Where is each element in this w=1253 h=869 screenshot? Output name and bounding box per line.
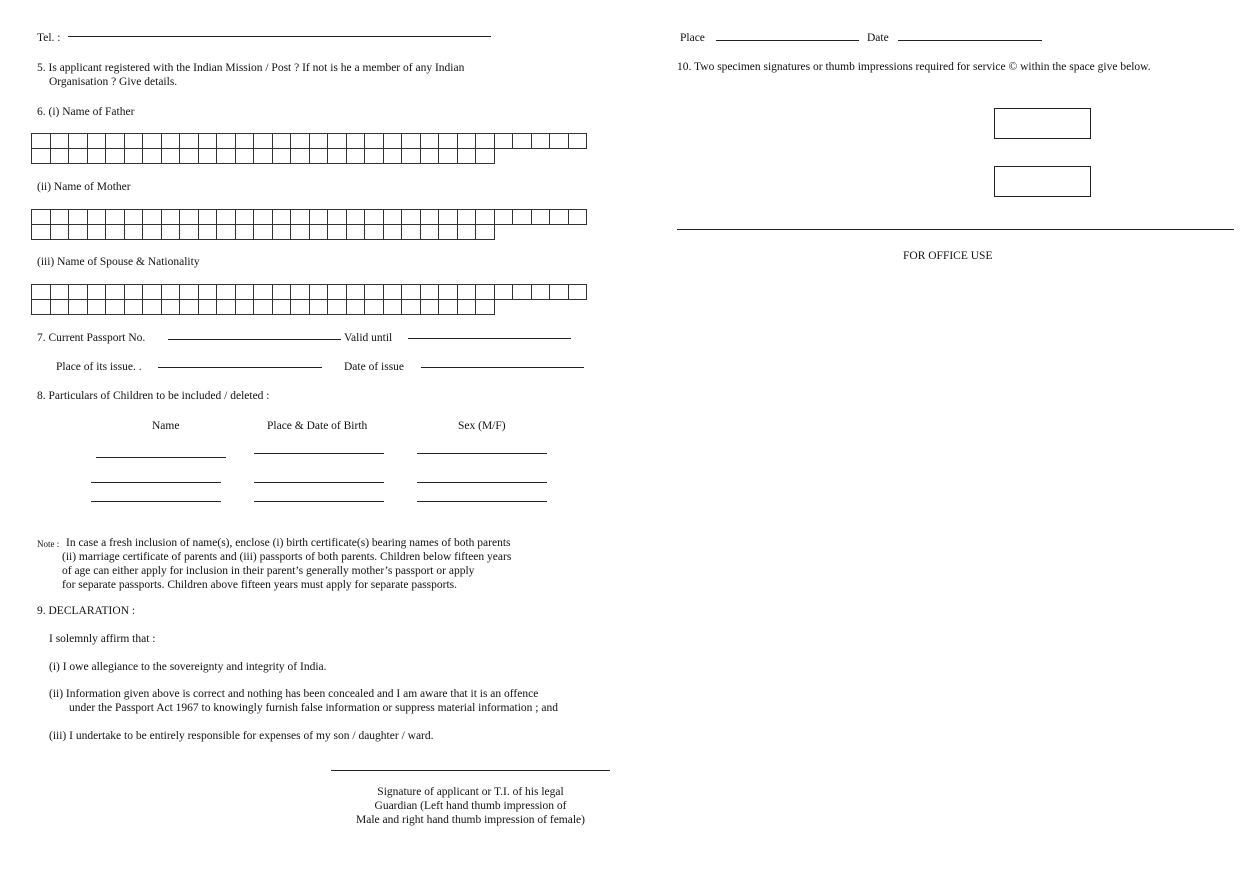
char-box[interactable] bbox=[50, 149, 69, 164]
char-box[interactable] bbox=[439, 285, 458, 300]
char-box[interactable] bbox=[124, 149, 143, 164]
specimen-signature-instruction: 10. Two specimen signatures or thumb impressions required for service © within the space give below. bbox=[677, 61, 1151, 73]
char-box[interactable] bbox=[346, 285, 365, 300]
char-box[interactable] bbox=[180, 225, 199, 240]
char-box[interactable] bbox=[87, 134, 106, 149]
q5-text: 5. Is applicant registered with the Indian Mission / Post ? If not is he a member of any Indian bbox=[37, 62, 465, 74]
char-box[interactable] bbox=[87, 149, 106, 164]
char-box[interactable] bbox=[198, 149, 217, 164]
char-box[interactable] bbox=[309, 285, 328, 300]
char-box[interactable] bbox=[291, 285, 310, 300]
char-box[interactable] bbox=[457, 134, 476, 149]
char-box[interactable] bbox=[235, 134, 254, 149]
specimen-signature-box-2[interactable] bbox=[994, 166, 1091, 197]
char-box[interactable] bbox=[124, 210, 143, 225]
char-box[interactable] bbox=[254, 285, 273, 300]
char-box[interactable] bbox=[309, 210, 328, 225]
char-box[interactable] bbox=[291, 225, 310, 240]
empty-cell bbox=[550, 149, 569, 164]
char-box-row bbox=[32, 300, 587, 315]
char-box[interactable] bbox=[124, 134, 143, 149]
char-box[interactable] bbox=[106, 285, 125, 300]
char-box[interactable] bbox=[32, 285, 51, 300]
tel-input-line[interactable] bbox=[68, 36, 491, 37]
char-box[interactable] bbox=[198, 210, 217, 225]
char-box[interactable] bbox=[32, 149, 51, 164]
char-box[interactable] bbox=[180, 300, 199, 315]
char-box[interactable] bbox=[402, 134, 421, 149]
char-box[interactable] bbox=[235, 225, 254, 240]
char-box[interactable] bbox=[439, 134, 458, 149]
char-box[interactable] bbox=[272, 210, 291, 225]
char-box[interactable] bbox=[217, 149, 236, 164]
char-box[interactable] bbox=[143, 134, 162, 149]
char-box[interactable] bbox=[420, 210, 439, 225]
char-box-row bbox=[32, 285, 587, 300]
char-box[interactable] bbox=[328, 210, 347, 225]
passport-no-line[interactable] bbox=[168, 339, 341, 340]
char-box[interactable] bbox=[180, 149, 199, 164]
char-box[interactable] bbox=[365, 225, 384, 240]
char-box[interactable] bbox=[143, 285, 162, 300]
specimen-signature-box-1[interactable] bbox=[994, 108, 1091, 139]
char-box-row bbox=[32, 134, 587, 149]
place-of-issue-label: Place of its issue. . bbox=[56, 361, 142, 373]
char-box[interactable] bbox=[365, 134, 384, 149]
char-box[interactable] bbox=[106, 225, 125, 240]
char-box[interactable] bbox=[291, 300, 310, 315]
char-box[interactable] bbox=[346, 134, 365, 149]
char-box[interactable] bbox=[328, 225, 347, 240]
declaration-ii: (ii) Information given above is correct and nothing has been concealed and I am aware that it is an offence bbox=[49, 688, 539, 700]
char-box[interactable] bbox=[50, 134, 69, 149]
char-box[interactable] bbox=[198, 285, 217, 300]
tel-label: Tel. : bbox=[37, 32, 61, 44]
char-box[interactable] bbox=[457, 149, 476, 164]
char-box[interactable] bbox=[550, 134, 569, 149]
mother-name-label: (ii) Name of Mother bbox=[37, 181, 131, 193]
char-box[interactable] bbox=[513, 134, 532, 149]
char-box[interactable] bbox=[124, 225, 143, 240]
valid-until-label: Valid until bbox=[344, 332, 393, 344]
child3-sex-line[interactable] bbox=[417, 501, 547, 502]
char-box[interactable] bbox=[494, 210, 513, 225]
char-box[interactable] bbox=[550, 210, 569, 225]
char-box[interactable] bbox=[402, 225, 421, 240]
child2-sex-line[interactable] bbox=[417, 482, 547, 483]
char-box[interactable] bbox=[457, 300, 476, 315]
char-box[interactable] bbox=[50, 210, 69, 225]
char-box[interactable] bbox=[235, 300, 254, 315]
char-box[interactable] bbox=[476, 134, 495, 149]
char-box[interactable] bbox=[291, 149, 310, 164]
char-box[interactable] bbox=[420, 149, 439, 164]
char-box[interactable] bbox=[198, 300, 217, 315]
char-box[interactable] bbox=[198, 134, 217, 149]
char-box[interactable] bbox=[309, 134, 328, 149]
passport-no-label: 7. Current Passport No. bbox=[37, 332, 146, 344]
char-box[interactable] bbox=[272, 285, 291, 300]
empty-cell bbox=[531, 300, 550, 315]
char-box[interactable] bbox=[161, 210, 180, 225]
char-box[interactable] bbox=[383, 300, 402, 315]
char-box[interactable] bbox=[531, 134, 550, 149]
col-place-dob-header: Place & Date of Birth bbox=[267, 420, 368, 432]
char-box[interactable] bbox=[383, 210, 402, 225]
char-box[interactable] bbox=[143, 300, 162, 315]
char-box[interactable] bbox=[365, 149, 384, 164]
char-box[interactable] bbox=[217, 134, 236, 149]
char-box[interactable] bbox=[291, 210, 310, 225]
char-box[interactable] bbox=[439, 210, 458, 225]
char-box-row bbox=[32, 149, 587, 164]
char-box[interactable] bbox=[420, 285, 439, 300]
char-box[interactable] bbox=[457, 285, 476, 300]
char-box[interactable] bbox=[365, 285, 384, 300]
empty-cell bbox=[531, 225, 550, 240]
char-box[interactable] bbox=[161, 300, 180, 315]
char-box[interactable] bbox=[124, 300, 143, 315]
char-box[interactable] bbox=[513, 285, 532, 300]
char-box[interactable] bbox=[124, 285, 143, 300]
col-sex-header: Sex (M/F) bbox=[458, 420, 506, 432]
empty-cell bbox=[513, 149, 532, 164]
char-box[interactable] bbox=[420, 300, 439, 315]
char-box[interactable] bbox=[476, 285, 495, 300]
char-box[interactable] bbox=[143, 149, 162, 164]
child2-name-line[interactable] bbox=[91, 482, 221, 483]
char-box[interactable] bbox=[402, 149, 421, 164]
place-line[interactable] bbox=[716, 40, 859, 41]
char-box[interactable] bbox=[272, 300, 291, 315]
empty-cell bbox=[568, 225, 587, 240]
char-box-row bbox=[32, 210, 587, 225]
char-box[interactable] bbox=[217, 300, 236, 315]
char-box[interactable] bbox=[346, 300, 365, 315]
char-box[interactable] bbox=[420, 225, 439, 240]
child1-dob-line[interactable] bbox=[254, 453, 384, 454]
father-name-grid[interactable] bbox=[31, 133, 587, 164]
char-box[interactable] bbox=[180, 285, 199, 300]
place-of-issue-line[interactable] bbox=[158, 367, 322, 368]
char-box[interactable] bbox=[513, 210, 532, 225]
char-box[interactable] bbox=[457, 225, 476, 240]
note-label: Note : bbox=[37, 539, 60, 549]
char-box[interactable] bbox=[50, 300, 69, 315]
empty-cell bbox=[550, 225, 569, 240]
char-box[interactable] bbox=[254, 210, 273, 225]
date-of-issue-line[interactable] bbox=[421, 367, 584, 368]
char-box[interactable] bbox=[568, 285, 587, 300]
q5-text-cont: Organisation ? Give details. bbox=[49, 76, 178, 88]
empty-cell bbox=[513, 300, 532, 315]
char-box[interactable] bbox=[531, 285, 550, 300]
col-name-header: Name bbox=[152, 420, 180, 432]
char-box[interactable] bbox=[143, 210, 162, 225]
char-box[interactable] bbox=[235, 285, 254, 300]
empty-cell bbox=[494, 300, 513, 315]
char-box[interactable] bbox=[346, 149, 365, 164]
char-box[interactable] bbox=[550, 285, 569, 300]
char-box[interactable] bbox=[69, 149, 88, 164]
char-box[interactable] bbox=[383, 285, 402, 300]
char-box[interactable] bbox=[217, 210, 236, 225]
child3-dob-line[interactable] bbox=[254, 501, 384, 502]
char-box[interactable] bbox=[106, 134, 125, 149]
char-box[interactable] bbox=[69, 210, 88, 225]
char-box[interactable] bbox=[309, 149, 328, 164]
child2-dob-line[interactable] bbox=[254, 482, 384, 483]
char-box[interactable] bbox=[309, 225, 328, 240]
declaration-ii-cont: under the Passport Act 1967 to knowingly furnish false information or suppress material information ; and bbox=[69, 702, 558, 714]
signature-caption-line-1: Signature of applicant or T.I. of his legal bbox=[377, 786, 564, 798]
note-line-2: (ii) marriage certificate of parents and (iii) passports of both parents. Children below fifteen years bbox=[62, 551, 512, 563]
char-box[interactable] bbox=[328, 300, 347, 315]
char-box[interactable] bbox=[476, 225, 495, 240]
child1-sex-line[interactable] bbox=[417, 453, 547, 454]
char-box[interactable] bbox=[402, 285, 421, 300]
char-box[interactable] bbox=[383, 134, 402, 149]
char-box[interactable] bbox=[69, 134, 88, 149]
char-box[interactable] bbox=[69, 300, 88, 315]
char-box[interactable] bbox=[494, 285, 513, 300]
empty-cell bbox=[513, 225, 532, 240]
char-box[interactable] bbox=[106, 149, 125, 164]
date-label: Date bbox=[867, 32, 889, 44]
empty-cell bbox=[531, 149, 550, 164]
char-box[interactable] bbox=[568, 210, 587, 225]
char-box[interactable] bbox=[254, 300, 273, 315]
char-box[interactable] bbox=[494, 134, 513, 149]
char-box[interactable] bbox=[346, 210, 365, 225]
char-box[interactable] bbox=[87, 285, 106, 300]
note-line-1: In case a fresh inclusion of name(s), enclose (i) birth certificate(s) bearing names of both parents bbox=[66, 537, 511, 549]
char-box[interactable] bbox=[531, 210, 550, 225]
child1-name-line[interactable] bbox=[96, 457, 226, 458]
char-box[interactable] bbox=[254, 134, 273, 149]
char-box[interactable] bbox=[383, 225, 402, 240]
char-box[interactable] bbox=[365, 210, 384, 225]
note-line-3: of age can either apply for inclusion in their parent’s generally mother’s passport or apply bbox=[62, 565, 475, 577]
char-box[interactable] bbox=[439, 149, 458, 164]
char-box[interactable] bbox=[217, 225, 236, 240]
char-box[interactable] bbox=[180, 210, 199, 225]
char-box[interactable] bbox=[32, 225, 51, 240]
char-box[interactable] bbox=[87, 225, 106, 240]
char-box[interactable] bbox=[365, 300, 384, 315]
valid-until-line[interactable] bbox=[408, 338, 571, 339]
char-box[interactable] bbox=[87, 300, 106, 315]
empty-cell bbox=[494, 149, 513, 164]
father-name-label: 6. (i) Name of Father bbox=[37, 106, 135, 118]
char-box[interactable] bbox=[161, 225, 180, 240]
note-line-4: for separate passports. Children above fifteen years must apply for separate passports. bbox=[62, 579, 458, 591]
char-box[interactable] bbox=[217, 285, 236, 300]
char-box[interactable] bbox=[50, 225, 69, 240]
char-box[interactable] bbox=[568, 134, 587, 149]
char-box[interactable] bbox=[328, 149, 347, 164]
office-use-divider bbox=[677, 229, 1234, 230]
declaration-iii: (iii) I undertake to be entirely responsible for expenses of my son / daughter / ward. bbox=[49, 730, 434, 742]
office-use-heading: FOR OFFICE USE bbox=[903, 250, 993, 262]
char-box[interactable] bbox=[272, 134, 291, 149]
char-box[interactable] bbox=[180, 134, 199, 149]
char-box[interactable] bbox=[254, 225, 273, 240]
place-label: Place bbox=[680, 32, 705, 44]
char-box[interactable] bbox=[87, 210, 106, 225]
date-line[interactable] bbox=[898, 40, 1042, 41]
char-box-row bbox=[32, 225, 587, 240]
char-box[interactable] bbox=[272, 225, 291, 240]
char-box[interactable] bbox=[309, 300, 328, 315]
char-box[interactable] bbox=[439, 300, 458, 315]
applicant-signature-line[interactable] bbox=[331, 770, 610, 771]
date-of-issue-label: Date of issue bbox=[344, 361, 405, 373]
char-box[interactable] bbox=[161, 149, 180, 164]
char-box[interactable] bbox=[254, 149, 273, 164]
signature-caption bbox=[331, 785, 610, 827]
char-box[interactable] bbox=[328, 285, 347, 300]
declaration-i: (i) I owe allegiance to the sovereignty and integrity of India. bbox=[49, 661, 327, 673]
char-box[interactable] bbox=[161, 285, 180, 300]
mother-name-grid[interactable] bbox=[31, 209, 587, 240]
signature-caption-line-2: Guardian (Left hand thumb impression of bbox=[374, 800, 567, 812]
char-box[interactable] bbox=[383, 149, 402, 164]
char-box[interactable] bbox=[420, 134, 439, 149]
empty-cell bbox=[494, 225, 513, 240]
empty-cell bbox=[550, 300, 569, 315]
char-box[interactable] bbox=[291, 134, 310, 149]
char-box[interactable] bbox=[346, 225, 365, 240]
char-box[interactable] bbox=[32, 300, 51, 315]
char-box[interactable] bbox=[50, 285, 69, 300]
char-box[interactable] bbox=[32, 134, 51, 149]
children-heading: 8. Particulars of Children to be included / deleted : bbox=[37, 390, 270, 402]
affirm-text: I solemnly affirm that : bbox=[49, 633, 156, 645]
char-box[interactable] bbox=[439, 225, 458, 240]
char-box[interactable] bbox=[69, 225, 88, 240]
char-box[interactable] bbox=[143, 225, 162, 240]
char-box[interactable] bbox=[198, 225, 217, 240]
child3-name-line[interactable] bbox=[91, 501, 221, 502]
signature-caption-line-3: Male and right hand thumb impression of female) bbox=[356, 814, 585, 826]
char-box[interactable] bbox=[476, 300, 495, 315]
declaration-heading: 9. DECLARATION : bbox=[37, 605, 136, 617]
char-box[interactable] bbox=[235, 149, 254, 164]
char-box[interactable] bbox=[235, 210, 254, 225]
char-box[interactable] bbox=[32, 210, 51, 225]
spouse-name-label: (iii) Name of Spouse & Nationality bbox=[37, 256, 200, 268]
char-box[interactable] bbox=[402, 300, 421, 315]
char-box[interactable] bbox=[457, 210, 476, 225]
char-box[interactable] bbox=[106, 210, 125, 225]
char-box[interactable] bbox=[476, 210, 495, 225]
char-box[interactable] bbox=[328, 134, 347, 149]
empty-cell bbox=[568, 300, 587, 315]
char-box[interactable] bbox=[272, 149, 291, 164]
empty-cell bbox=[568, 149, 587, 164]
char-box[interactable] bbox=[69, 285, 88, 300]
char-box[interactable] bbox=[476, 149, 495, 164]
char-box[interactable] bbox=[402, 210, 421, 225]
spouse-name-grid[interactable] bbox=[31, 284, 587, 315]
char-box[interactable] bbox=[106, 300, 125, 315]
char-box[interactable] bbox=[161, 134, 180, 149]
